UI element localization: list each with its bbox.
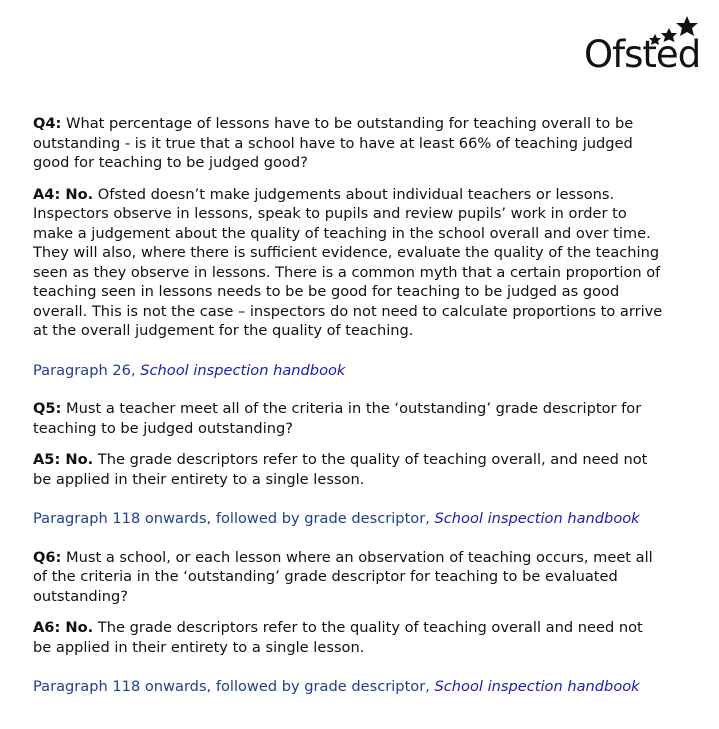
question-text: Must a school, or each lesson where an observation of teaching occurs, meet all of the criteria in the ‘outstanding’ grade descriptor for teaching to be evaluated outstanding?	[33, 548, 653, 605]
reference-text: Paragraph 118 onwards, followed by grade descriptor,	[33, 678, 430, 695]
reference-text: Paragraph 118 onwards, followed by grade descriptor,	[33, 510, 430, 527]
answer-4	[33, 185, 663, 341]
answer-label: A5: No.	[33, 451, 94, 468]
question-text: What percentage of lessons have to be outstanding for teaching overall to be outstanding - is it true that a school have to have at least 66% of teaching judged good for teaching to be judged good?	[33, 115, 634, 171]
question-label: Q5:	[33, 400, 62, 417]
answer-text: The grade descriptors refer to the quality of teaching overall and need not be applied in their entirety to a single lesson.	[33, 619, 643, 656]
handbook-link[interactable]: School inspection handbook	[140, 361, 346, 379]
answer-5	[33, 450, 663, 489]
answer-6	[33, 618, 663, 657]
faq-content	[33, 114, 663, 716]
ofsted-logo	[581, 14, 701, 78]
answer-label: A4: No.	[33, 185, 94, 203]
handbook-link[interactable]: School inspection handbook	[434, 678, 640, 695]
question-label: Q4:	[33, 115, 62, 132]
reference-6	[33, 677, 663, 697]
question-4	[33, 114, 663, 173]
question-6	[33, 548, 663, 607]
question-label: Q6:	[33, 548, 62, 566]
reference-text: Paragraph 26,	[33, 361, 136, 379]
question-text: Must a teacher meet all of the criteria in the ‘outstanding’ grade descriptor for teaching to be judged outstanding?	[33, 400, 642, 437]
answer-text: Ofsted doesn’t make judgements about individual teachers or lessons. Inspectors observe in lessons, speak to pupils and review pupils’ work in order to make a judgement about the quality of teaching in the school overall and over time. They will also, where there is sufficient evidence, evaluate the quality of the teaching seen as they observe in lessons. There is a common myth that a certain proportion of teaching seen in lessons needs to be be good for teaching to be judged as good overall. This is not the case – inspectors do not need to calculate proportions to arrive at the overall judgement for the quality of teaching.	[33, 185, 663, 339]
reference-5	[33, 509, 663, 529]
question-5	[33, 399, 663, 438]
logo-wordmark: Ofsted	[584, 33, 701, 76]
reference-4	[33, 361, 663, 381]
handbook-link[interactable]: School inspection handbook	[434, 510, 640, 527]
answer-text: The grade descriptors refer to the quality of teaching overall, and need not be applied in their entirety to a single lesson.	[33, 451, 648, 488]
answer-label: A6: No.	[33, 619, 94, 636]
